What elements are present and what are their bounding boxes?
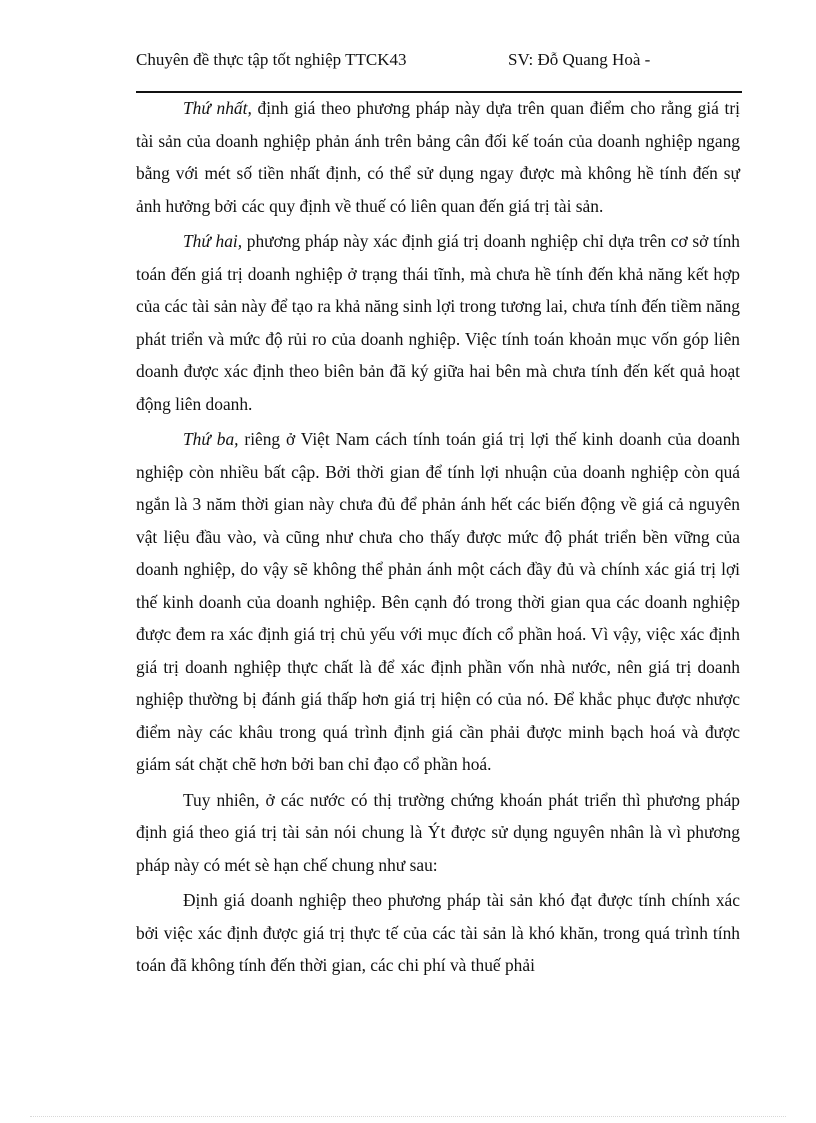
header-student-name: SV: Đỗ Quang Hoà - [508, 50, 651, 69]
paragraph-1-lead: Thứ nhất, [183, 98, 252, 118]
paragraph-3-lead: Thứ ba, [183, 429, 239, 449]
paragraph-4-text: Tuy nhiên, ở các nước có thị trường chứng khoán phát triển thì phương pháp định giá theo giá trị tài sản nói chung là Ýt được sử dụng nguyên nhân là vì phương pháp này có mét sè hạn chế chung như sau: [136, 789, 740, 875]
paragraph-2-text: phương pháp này xác định giá trị doanh nghiệp chỉ dựa trên cơ sở tính toán đến giá trị doanh nghiệp ở trạng thái tĩnh, mà chưa hề tính đến khả năng kết hợp của các tài sản này để tạo ra khả năng sinh lợi trong tương lai, chưa tính đến tiềm năng phát triển và mức độ rủi ro của doanh nghiệp. Việc tính toán khoản mục vốn góp liên doanh được xác định theo biên bản đã ký giữa hai bên mà chưa tính đến kết quả hoạt động liên doanh. [136, 231, 740, 414]
page-bottom-border [30, 1116, 786, 1117]
paragraph-1-text: định giá theo phương pháp này dựa trên quan điểm cho rằng giá trị tài sản của doanh nghiệp phản ánh trên bảng cân đối kế toán của doanh nghiệp ngang bằng với mét số tiền nhất định, có thể sử dụng ngay được mà không hề tính đến sự ảnh hưởng bởi các quy định về thuế có liên quan đến giá trị tài sản. [136, 98, 740, 216]
paragraph-4 [136, 784, 740, 882]
paragraph-2-lead: Thứ hai, [183, 231, 243, 251]
paragraph-1 [136, 92, 740, 222]
paragraph-2 [136, 225, 740, 420]
paragraph-5-text: Định giá doanh nghiệp theo phương pháp tài sản khó đạt được tính chính xác bởi việc xác định được giá trị thực tế của các tài sản là khó khăn, trong quá trình tính toán đã không tính đến thời gian, các chi phí và thuế phải [136, 890, 740, 975]
paragraph-3 [136, 423, 740, 781]
header-document-title: Chuyên đề thực tập tốt nghiệp TTCK43 [136, 50, 407, 69]
body-text [136, 92, 740, 985]
paragraph-3-text: riêng ở Việt Nam cách tính toán giá trị lợi thế kinh doanh của doanh nghiệp còn nhiều bất cập. Bởi thời gian để tính lợi nhuận của doanh nghiệp còn quá ngắn là 3 năm thời gian này chưa đủ để phản ánh hết các biến động về giá cả nguyên vật liệu đầu vào, và cũng như chưa cho thấy được mức độ phát triển bền vững của doanh nghiệp, do vậy sẽ không thể phản ánh một cách đầy đủ và chính xác giá trị lợi thế kinh doanh của doanh nghiệp. Bên cạnh đó trong thời gian qua các doanh nghiệp được đem ra xác định giá trị chủ yếu với mục đích cổ phần hoá. Vì vậy, việc xác định giá trị doanh nghiệp thực chất là để xác định phần vốn nhà nước, nên giá trị doanh nghiệp thường bị đánh giá thấp hơn giá trị hiện có của nó. Để khắc phục được nhược điểm này các khâu trong quá trình định giá cần phải được minh bạch hoá và được giám sát chặt chẽ hơn bởi ban chỉ đạo cổ phần hoá. [136, 429, 740, 774]
paragraph-5 [136, 884, 740, 982]
